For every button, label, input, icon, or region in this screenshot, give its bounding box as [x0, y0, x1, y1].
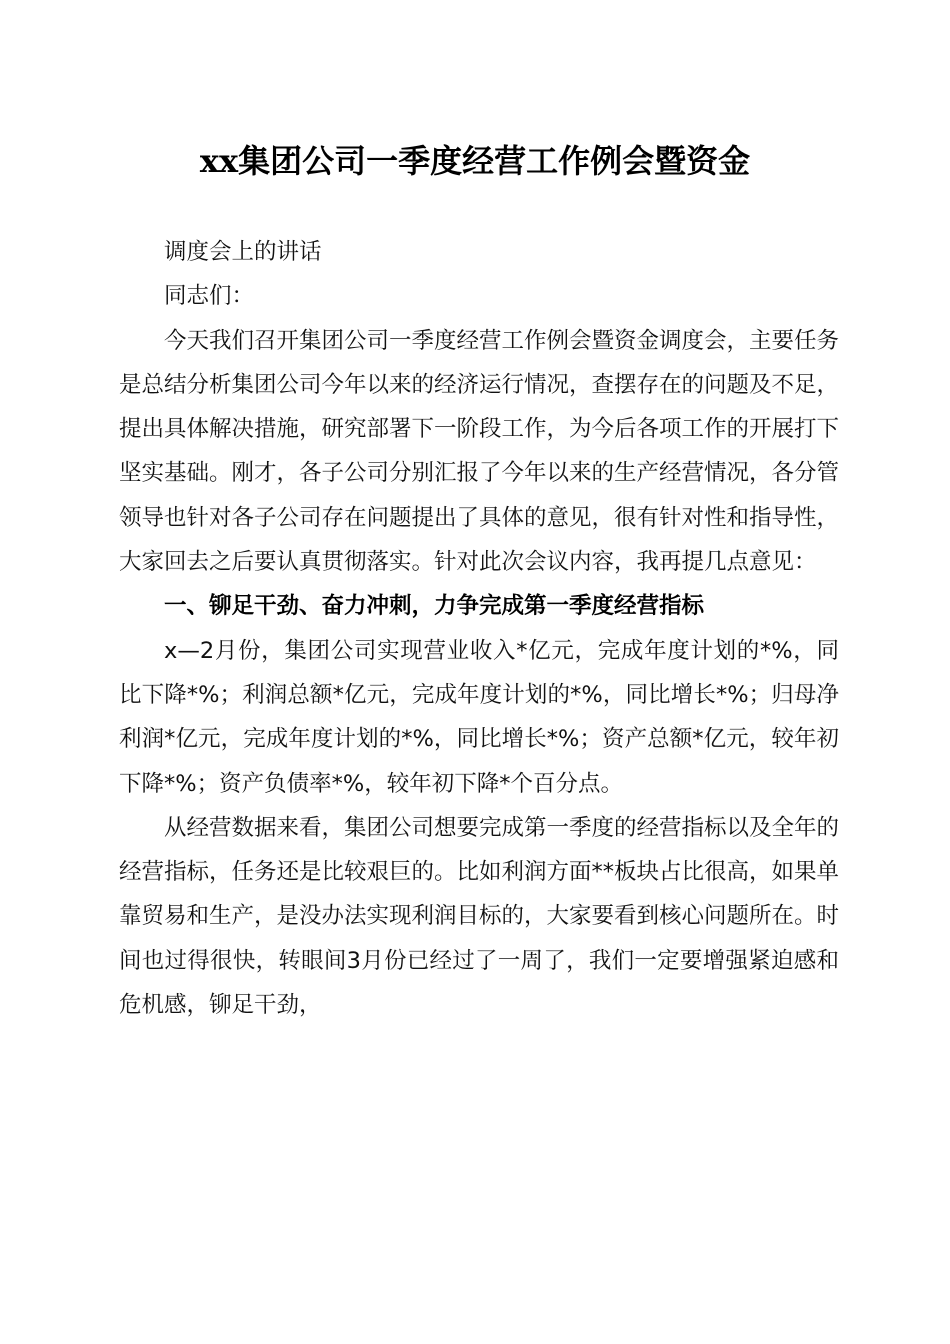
paragraph-analysis: 从经营数据来看，集团公司想要完成第一季度的经营指标以及全年的经营指标，任务还是比较艰巨的。比如利润方面**板块占比很高，如果单靠贸易和生产，是没办法实现利润目标的，大家要看到核心问题所在。时间也过得很快，转眼间3月份已经过了一周了，我们一定要增强紧迫感和危机感，铆足干劲， — [119, 814, 840, 1019]
salutation: 同志们： — [164, 283, 255, 310]
paragraph-figures: x—2月份，集团公司实现营业收入*亿元，完成年度计划的*%，同比下降*%；利润总额*亿元，完成年度计划的*%，同比增长*%；归母净利润*亿元，完成年度计划的*%，同比增长*%；资产总额*亿元，较年初下降*%；资产负债率*%，较年初下降*个百分点。 — [119, 637, 839, 797]
document-body — [119, 230, 839, 1027]
section-heading-1: 一、铆足干劲、奋力冲刺，力争完成第一季度经营指标 — [164, 593, 705, 620]
paragraph-intro: 今天我们召开集团公司一季度经营工作例会暨资金调度会，主要任务是总结分析集团公司今年以来的经济运行情况，查摆存在的问题及不足，提出具体解决措施，研究部署下一阶段工作，为今后各项工作的开展打下坚实基础。刚才，各子公司分别汇报了今年以来的生产经营情况，各分管领导也针对各子公司存在问题提出了具体的意见，很有针对性和指导性，大家回去之后要认真贯彻落实。针对此次会议内容，我再提几点意见： — [119, 327, 840, 576]
document-title: xx集团公司一季度经营工作例会暨资金 — [199, 142, 751, 180]
subtitle-line: 调度会上的讲话 — [164, 239, 322, 265]
